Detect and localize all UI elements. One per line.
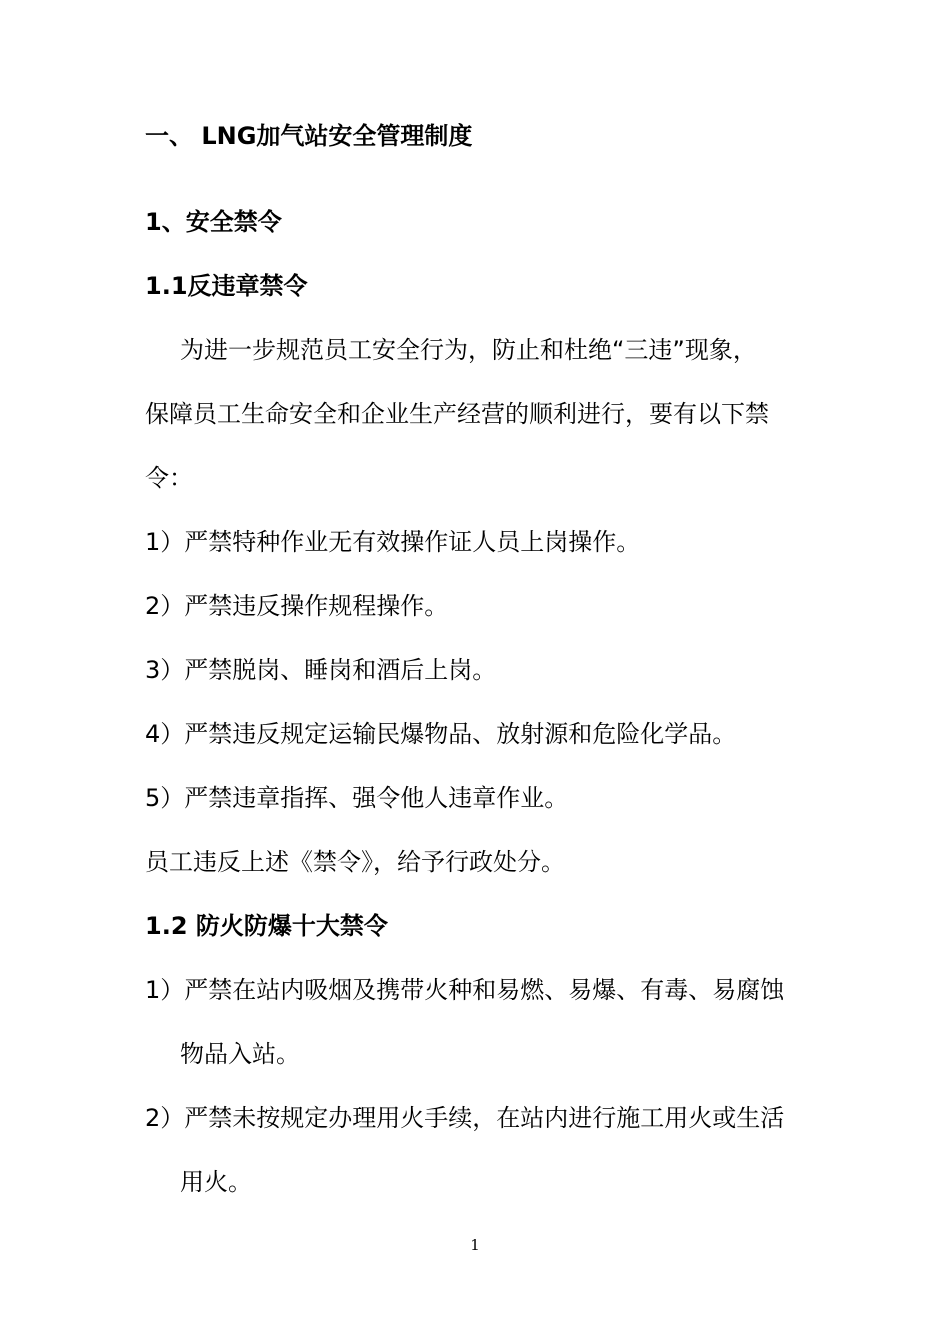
fire-rule-item-continuation: 用火。	[180, 1168, 252, 1196]
intro-paragraph-line: 保障员工生命安全和企业生产经营的顺利进行，要有以下禁	[145, 400, 769, 428]
document-title: 一、 LNG加气站安全管理制度	[145, 122, 473, 150]
rule-item: 4）严禁违反规定运输民爆物品、放射源和危险化学品。	[145, 720, 737, 748]
fire-rule-item-continuation: 物品入站。	[180, 1040, 300, 1068]
subsection-heading-anti-violation: 1.1反违章禁令	[145, 272, 308, 300]
rule-item: 2）严禁违反操作规程操作。	[145, 592, 449, 620]
intro-paragraph-line: 为进一步规范员工安全行为，防止和杜绝“三违”现象，	[180, 336, 757, 364]
penalty-statement: 员工违反上述《禁令》，给予行政处分。	[145, 848, 565, 876]
fire-rule-item: 1）严禁在站内吸烟及携带火种和易燃、易爆、有毒、易腐蚀	[145, 976, 785, 1004]
rule-item: 1）严禁特种作业无有效操作证人员上岗操作。	[145, 528, 641, 556]
page-number: 1	[470, 1236, 480, 1254]
rule-item: 5）严禁违章指挥、强令他人违章作业。	[145, 784, 569, 812]
rule-item: 3）严禁脱岗、睡岗和酒后上岗。	[145, 656, 497, 684]
fire-rule-item: 2）严禁未按规定办理用火手续，在站内进行施工用火或生活	[145, 1104, 785, 1132]
subsection-heading-fire-explosion: 1.2 防火防爆十大禁令	[145, 912, 388, 940]
section-heading-safety-bans: 1、安全禁令	[145, 208, 282, 236]
intro-paragraph-line: 令：	[145, 464, 193, 492]
